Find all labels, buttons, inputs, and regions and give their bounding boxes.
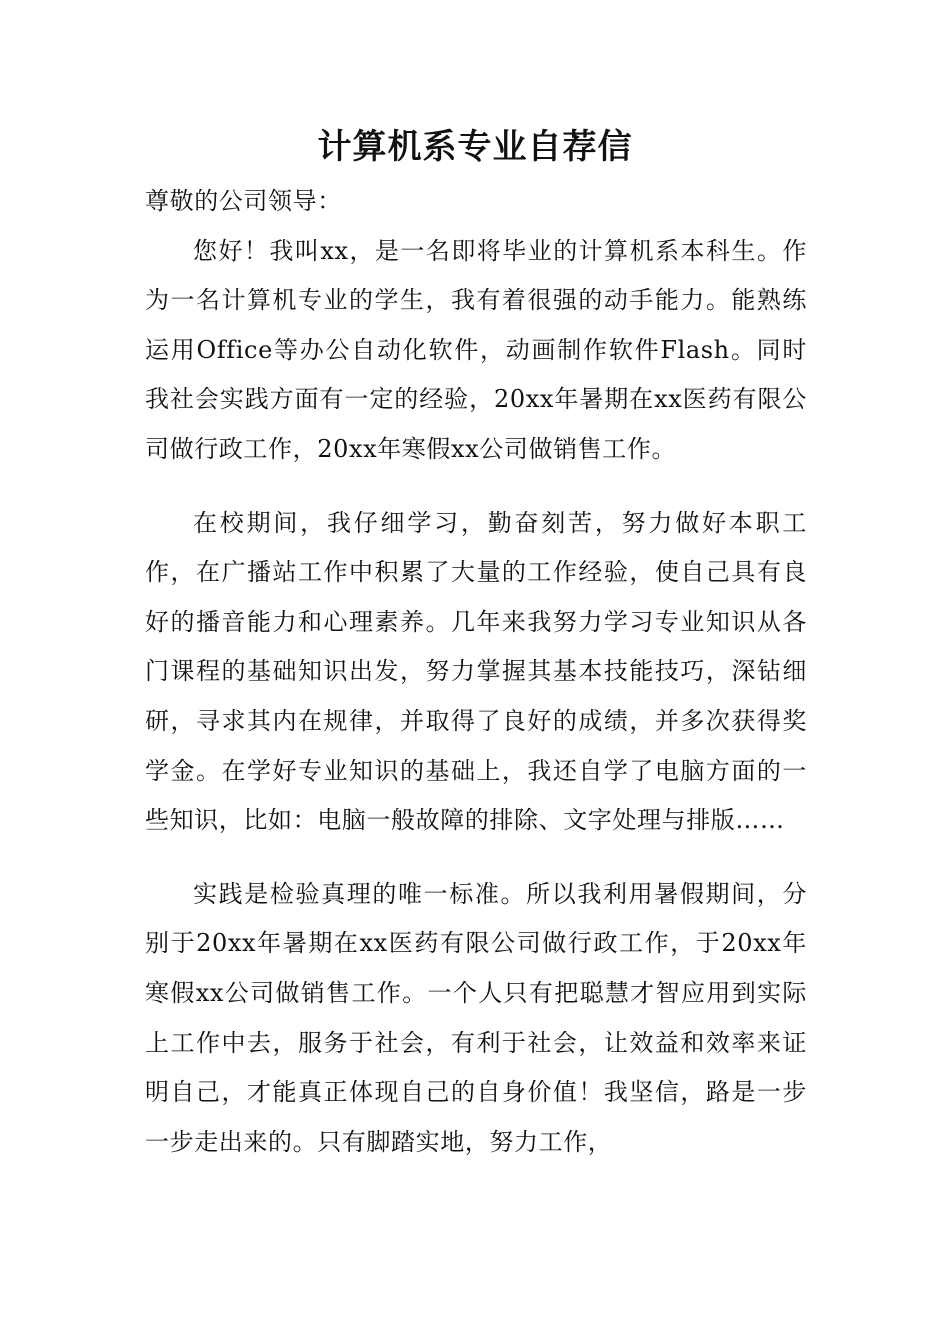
document-title: 计算机系专业自荐信 <box>317 127 633 167</box>
paragraph-3: 实践是检验真理的唯一标准。所以我利用暑假期间，分别于20xx年暑期在xx医药有限公司做行政工作，于20xx年寒假xx公司做销售工作。一个人只有把聪慧才智应用到实际上工作中去，服务于社会，有利于社会，让效益和效率来证明自己，才能真正体现自己的自身价值！我坚信，路是一步一步走出来的。只有脚踏实地，努力工作， <box>145 879 807 1156</box>
paragraph-1: 您好！我叫xx，是一名即将毕业的计算机系本科生。作为一名计算机专业的学生，我有着很强的动手能力。能熟练运用Office等办公自动化软件，动画制作软件Flash。同时我社会实践方面有一定的经验，20xx年暑期在xx医药有限公司做行政工作，20xx年寒假xx公司做销售工作。 <box>145 236 807 463</box>
document-body <box>145 177 807 1167</box>
salutation: 尊敬的公司领导： <box>145 187 342 215</box>
paragraph-2: 在校期间，我仔细学习，勤奋刻苦，努力做好本职工作，在广播站工作中积累了大量的工作经验，使自己具有良好的播音能力和心理素养。几年来我努力学习专业知识从各门课程的基础知识出发，努力掌握其基本技能技巧，深钻细研，寻求其内在规律，并取得了良好的成绩，并多次获得奖学金。在学好专业知识的基础上，我还自学了电脑方面的一些知识，比如：电脑一般故障的排除、文字处理与排版…… <box>145 508 807 835</box>
